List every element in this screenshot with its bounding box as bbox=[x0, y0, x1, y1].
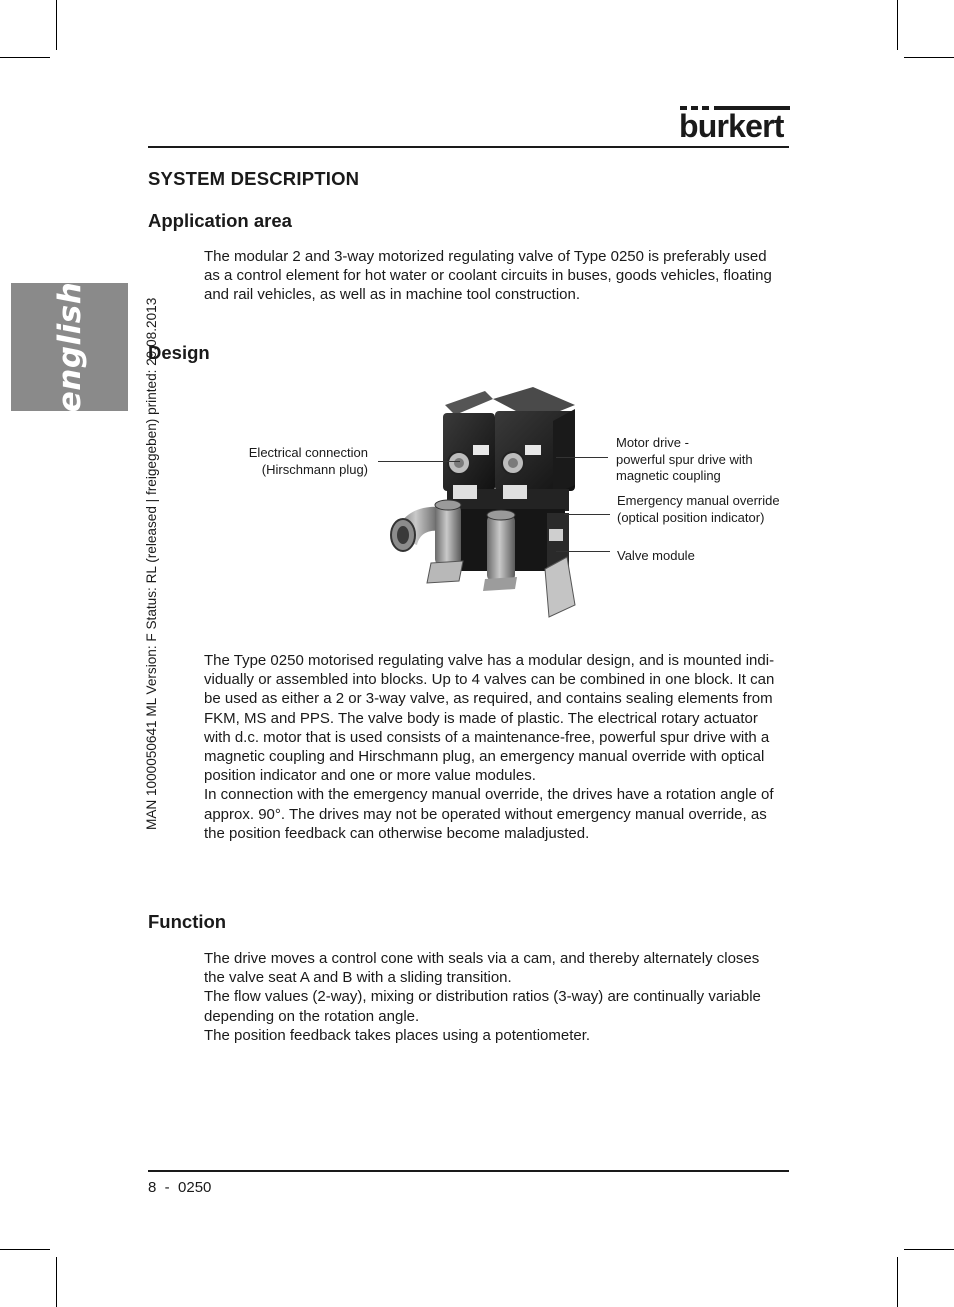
text-line: approx. 90°. The drives may not be operated without emergency manual override, as bbox=[204, 805, 767, 823]
text-line: the position feedback can otherwise become maladjusted. bbox=[204, 824, 590, 842]
text-line: FKM, MS and PPS. The valve body is made of plastic. The electrical rotary actuator bbox=[204, 709, 758, 727]
application-paragraph bbox=[204, 247, 794, 305]
function-paragraph bbox=[204, 949, 794, 1045]
text-line: The Type 0250 motorised regulating valve has a modular design, and is mounted indi- bbox=[204, 652, 775, 669]
callout-motor-drive bbox=[616, 435, 816, 485]
design-paragraph bbox=[204, 651, 794, 843]
heading-application-area: Application area bbox=[148, 210, 292, 231]
text-line: and rail vehicles, as well as in machine tool construction. bbox=[204, 286, 581, 304]
document-status-note: MAN 1000050641 ML Version: F Status: RL (released | freigegeben) printed: 29.08.2013 bbox=[144, 297, 159, 830]
callout-emergency-override bbox=[617, 493, 817, 526]
text-line: position indicator and one or more value modules. bbox=[204, 767, 536, 785]
heading-design: Design bbox=[148, 342, 210, 363]
callout-electrical-connection bbox=[236, 445, 368, 478]
text-line: as a control element for hot water or coolant circuits in buses, goods vehicles, floating bbox=[204, 267, 772, 285]
crop-mark bbox=[0, 1249, 50, 1250]
text-line: The position feedback takes places using a potentiometer. bbox=[204, 1026, 591, 1044]
logo-wordmark: burkert bbox=[679, 108, 784, 144]
callout-line: Emergency manual override bbox=[617, 493, 780, 508]
callout-line: (Hirschmann plug) bbox=[261, 461, 368, 477]
section-title: SYSTEM DESCRIPTION bbox=[148, 168, 360, 189]
text-line: The modular 2 and 3-way motorized regulating valve of Type 0250 is preferably used bbox=[204, 248, 767, 265]
text-line: depending on the rotation angle. bbox=[204, 1007, 420, 1025]
burkert-logo bbox=[679, 106, 790, 144]
callout-line: (optical position indicator) bbox=[617, 509, 765, 525]
callout-line: Valve module bbox=[617, 548, 695, 563]
callout-line: powerful spur drive with bbox=[616, 451, 753, 467]
crop-mark bbox=[56, 0, 57, 50]
callout-line: magnetic coupling bbox=[616, 468, 721, 483]
text-line: The drive moves a control cone with seals via a cam, and thereby alternately closes bbox=[204, 950, 760, 967]
text-line: be used as either a 2 or 3-way valve, as required, and contains sealing elements from bbox=[204, 690, 773, 708]
language-tab-label: english bbox=[51, 281, 88, 413]
crop-mark bbox=[904, 57, 954, 58]
leader-line bbox=[556, 551, 610, 552]
text-line: In connection with the emergency manual override, the drives have a rotation angle of bbox=[204, 786, 774, 804]
crop-mark bbox=[0, 57, 50, 58]
text-line: vidually or assembled into blocks. Up to 4 valves can be combined in one block. It can bbox=[204, 671, 775, 689]
callout-line: Electrical connection bbox=[248, 445, 368, 460]
crop-mark bbox=[897, 1257, 898, 1307]
callout-line: Motor drive - bbox=[616, 435, 689, 450]
leader-line bbox=[564, 514, 610, 515]
language-tab[interactable] bbox=[11, 283, 128, 411]
callout-valve-module bbox=[617, 548, 817, 565]
text-line: magnetic coupling and Hirschmann plug, an emergency manual override with optical bbox=[204, 748, 765, 766]
crop-mark bbox=[904, 1249, 954, 1250]
page-number: 8 - 0250 bbox=[148, 1179, 212, 1196]
leader-line bbox=[556, 457, 608, 458]
heading-function: Function bbox=[148, 911, 227, 932]
crop-mark bbox=[56, 1257, 57, 1307]
leader-line bbox=[378, 461, 460, 462]
valve-product-image bbox=[385, 385, 585, 620]
crop-mark bbox=[897, 0, 898, 50]
text-line: with d.c. motor that is used consists of a maintenance-free, powerful spur drive with a bbox=[204, 728, 770, 746]
footer-rule bbox=[148, 1170, 789, 1172]
text-line: the valve seat A and B with a sliding transition. bbox=[204, 969, 512, 987]
header-rule bbox=[148, 146, 789, 148]
text-line: The flow values (2-way), mixing or distribution ratios (3-way) are continually variable bbox=[204, 988, 761, 1006]
